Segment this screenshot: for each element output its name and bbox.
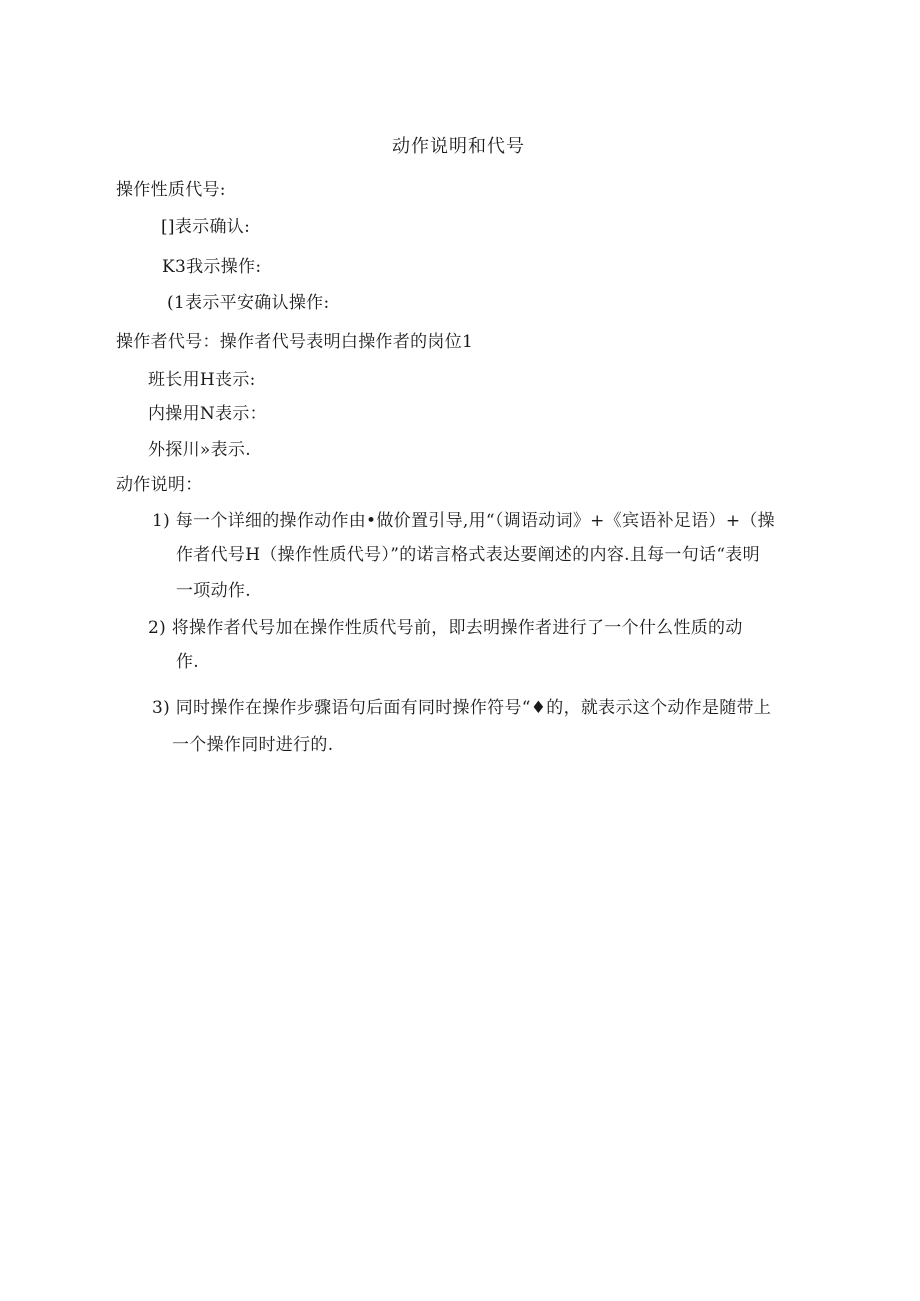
paragraph-line: 作者代号H（操作性质代号）”的诺言格式表达要阐述的内容.且每一句话“表明 [176,545,760,565]
section-heading-operator-code: 操作者代号：操作者代号表明白操作者的岗位1 [116,332,474,352]
list-item: 班长用H丧示: [148,370,256,390]
paragraph-line: 2) 将操作者代号加在操作性质代号前，即去明操作者进行了一个什么性质的动 [148,618,743,638]
list-item: []表示确认: [161,217,251,237]
paragraph-line: 1) 每一个详细的操作动作由•做价置引导,用“（调语动词》+《宾语补足语）+（操 [152,511,775,531]
list-item: 内操用N表示： [148,404,267,424]
page-title: 动作说明和代号 [392,136,525,157]
list-item: (1表示平安确认操作: [167,293,330,313]
paragraph-line: 一个操作同时进行的. [172,735,334,755]
section-heading-action-description: 动作说明： [116,475,203,495]
paragraph-line: 一项动作. [176,581,251,601]
paragraph-line: 3) 同时操作在操作步骤语句后面有同时操作符号“♦的，就表示这个动作是随带上 [152,698,772,718]
paragraph-line: 作. [176,652,200,672]
list-item: K3我示操作: [162,257,262,277]
list-item: 外探川»表示. [148,440,251,460]
section-heading-operation-nature-code: 操作性质代号: [116,180,226,200]
